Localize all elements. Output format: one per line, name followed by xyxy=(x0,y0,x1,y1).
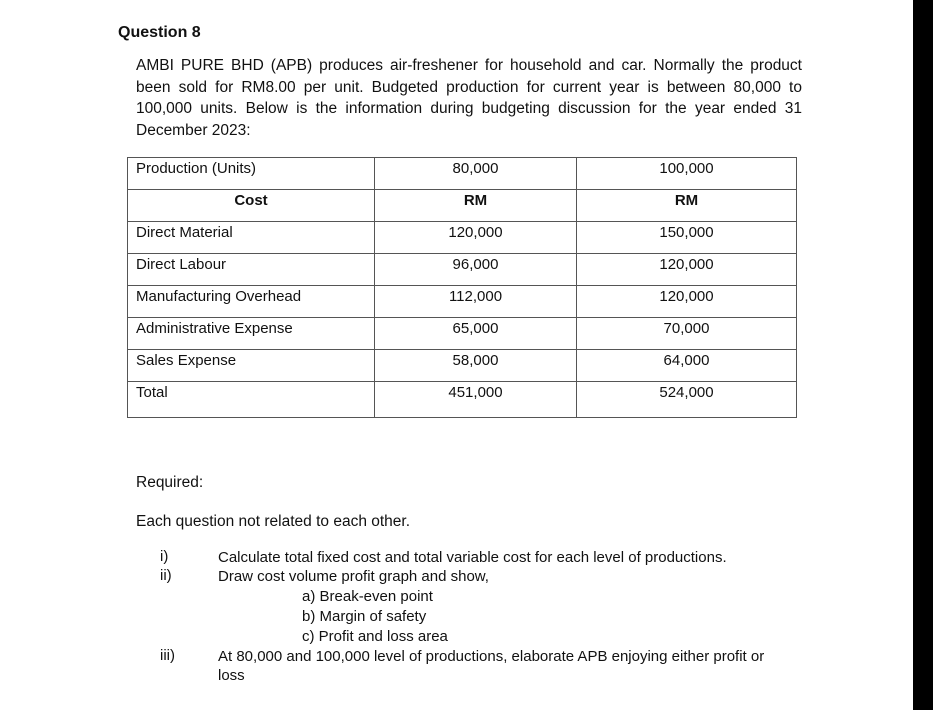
instruction-note: Each question not related to each other. xyxy=(136,513,411,530)
question-number: i) xyxy=(160,548,169,565)
table-cell: 112,000 xyxy=(375,286,577,318)
table-cell: RM xyxy=(577,190,797,222)
table-cell: Sales Expense xyxy=(128,350,375,382)
question-title: Question 8 xyxy=(118,24,201,41)
table-row xyxy=(128,222,797,254)
table-cell: 120,000 xyxy=(577,254,797,286)
sub-item: b) Margin of safety xyxy=(302,608,427,625)
question-intro: AMBI PURE BHD (APB) produces air-freshener for household and car. Normally the product been sold for RM8.00 per unit. Budgeted production for current year is between 80,000 to 100,000 units. Below is the information during budgeting discussion for the year ended 31 December 2023: xyxy=(136,57,802,139)
table-cell: 96,000 xyxy=(375,254,577,286)
table-cell: 120,000 xyxy=(577,286,797,318)
table-cell: 70,000 xyxy=(577,318,797,350)
question-text: Draw cost volume profit graph and show, xyxy=(218,568,489,585)
table-unit-row xyxy=(128,190,797,222)
question-number: ii) xyxy=(160,567,172,584)
table-cell: 100,000 xyxy=(577,158,797,190)
table-cell: 65,000 xyxy=(375,318,577,350)
table-cell: 64,000 xyxy=(577,350,797,382)
table-cell: RM xyxy=(375,190,577,222)
table-cell: 80,000 xyxy=(375,158,577,190)
table-cell: Total xyxy=(128,382,375,418)
table-row xyxy=(128,350,797,382)
table-cell: Cost xyxy=(128,190,375,222)
question-text: Calculate total fixed cost and total variable cost for each level of productions. xyxy=(218,549,727,566)
table-header-row xyxy=(128,158,797,190)
table-cell: Administrative Expense xyxy=(128,318,375,350)
table-cell: Manufacturing Overhead xyxy=(128,286,375,318)
table-cell: 451,000 xyxy=(375,382,577,418)
table-row xyxy=(128,286,797,318)
table-cell: 150,000 xyxy=(577,222,797,254)
sub-item: c) Profit and loss area xyxy=(302,628,448,645)
question-number: iii) xyxy=(160,647,175,664)
table-cell: 120,000 xyxy=(375,222,577,254)
cost-table xyxy=(127,157,797,418)
table-cell: Direct Labour xyxy=(128,254,375,286)
table-cell: 58,000 xyxy=(375,350,577,382)
table-total-row xyxy=(128,382,797,418)
sub-item: a) Break-even point xyxy=(302,588,433,605)
table-row xyxy=(128,254,797,286)
table-row xyxy=(128,318,797,350)
required-label: Required: xyxy=(136,474,204,491)
table-cell: 524,000 xyxy=(577,382,797,418)
question-text: At 80,000 and 100,000 level of productions, elaborate APB enjoying either profit or loss xyxy=(218,648,765,684)
table-cell: Production (Units) xyxy=(128,158,375,190)
table-cell: Direct Material xyxy=(128,222,375,254)
